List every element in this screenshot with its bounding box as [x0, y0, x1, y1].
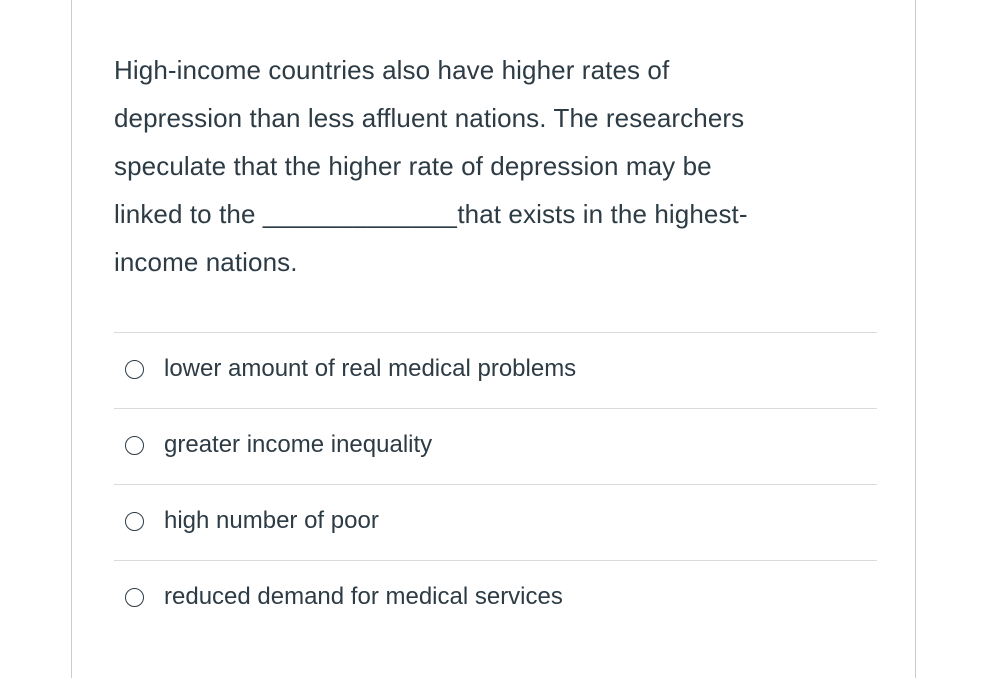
- answer-label: high number of poor: [164, 507, 379, 534]
- answer-option[interactable]: [114, 408, 877, 484]
- answer-option[interactable]: [114, 560, 877, 636]
- answer-option[interactable]: [114, 484, 877, 560]
- question-line: speculate that the higher rate of depression may be: [114, 151, 712, 181]
- radio-button[interactable]: [125, 512, 144, 531]
- question-text: [114, 46, 884, 286]
- question-line-suffix: that exists in the highest-: [457, 199, 748, 229]
- answer-label: lower amount of real medical problems: [164, 355, 577, 382]
- question-line: depression than less affluent nations. The researchers: [114, 103, 745, 133]
- radio-button[interactable]: [125, 436, 144, 455]
- answer-option[interactable]: [114, 332, 877, 408]
- radio-button[interactable]: [125, 360, 144, 379]
- answer-label: reduced demand for medical services: [164, 583, 563, 610]
- question-line: High-income countries also have higher rates of: [114, 55, 670, 85]
- question-line-prefix: linked to the: [114, 199, 263, 229]
- question-line: [114, 190, 884, 238]
- fill-in-blank: _____________: [262, 199, 458, 229]
- answer-list: [114, 332, 877, 636]
- answer-label: greater income inequality: [164, 431, 433, 458]
- radio-button[interactable]: [125, 588, 144, 607]
- question-card: [71, 0, 916, 678]
- question-line: income nations.: [114, 247, 298, 277]
